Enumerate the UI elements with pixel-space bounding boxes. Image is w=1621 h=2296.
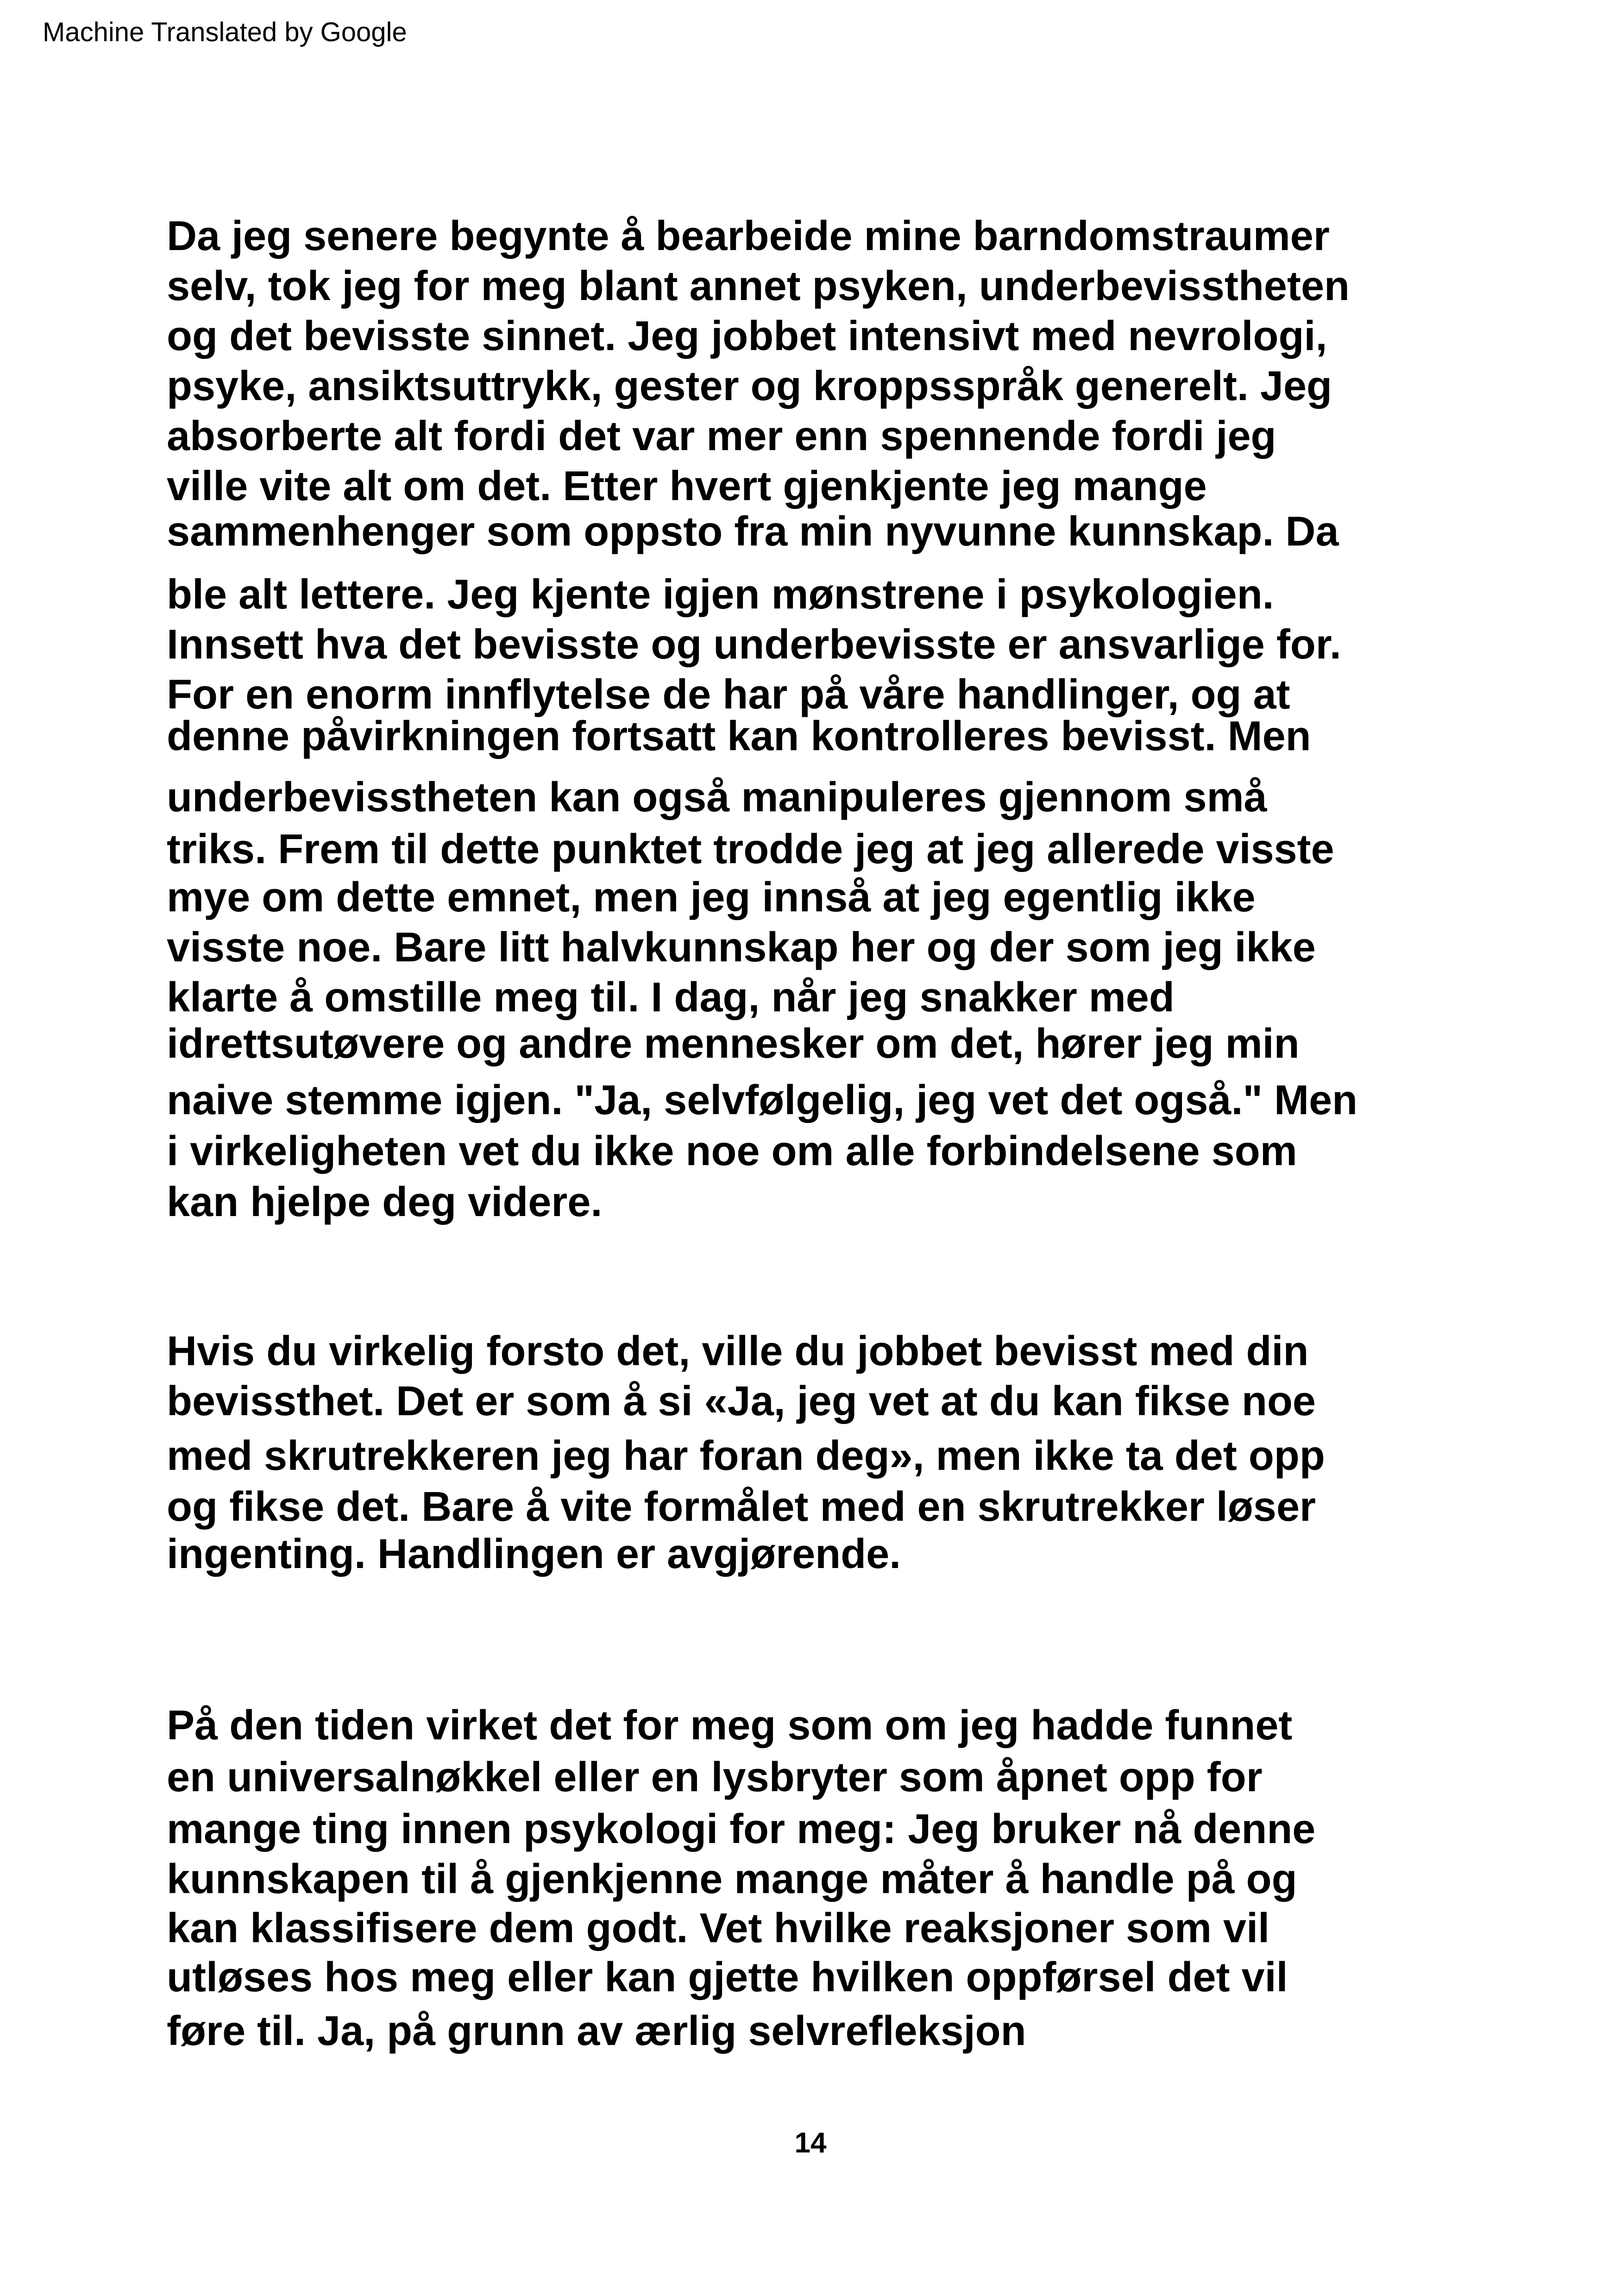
paragraph-3-line-3: mange ting innen psykologi for meg: Jeg bruker nå denne (167, 1806, 1316, 1852)
paragraph-3-line-1: På den tiden virket det for meg som om jeg hadde funnet (167, 1702, 1293, 1749)
paragraph-1-line-10: For en enorm innflytelse de har på våre handlinger, og at (167, 671, 1290, 718)
paragraph-1-line-4: psyke, ansiktsuttrykk, gester og kroppsspråk generelt. Jeg (167, 363, 1332, 409)
paragraph-1-line-11: denne påvirkningen fortsatt kan kontrolleres bevisst. Men (167, 713, 1311, 759)
paragraph-1-line-7: sammenhenger som oppsto fra min nyvunne kunnskap. Da (167, 508, 1339, 555)
paragraph-1-line-2: selv, tok jeg for meg blant annet psyken, underbevisstheten (167, 263, 1350, 309)
paragraph-1-line-6: ville vite alt om det. Etter hvert gjenkjente jeg mange (167, 463, 1207, 509)
paragraph-1-line-9: Innsett hva det bevisste og underbevisste er ansvarlige for. (167, 621, 1341, 668)
paragraph-1-line-16: klarte å omstille meg til. I dag, når jeg snakker med (167, 974, 1175, 1021)
paragraph-2-line-2: bevissthet. Det er som å si «Ja, jeg vet at du kan fikse noe (167, 1378, 1316, 1424)
paragraph-1-line-15: visste noe. Bare litt halvkunnskap her og der som jeg ikke (167, 924, 1316, 971)
paragraph-2-line-5: ingenting. Handlingen er avgjørende. (167, 1531, 901, 1577)
paragraph-3-line-6: utløses hos meg eller kan gjette hvilken oppførsel det vil (167, 1954, 1288, 2001)
paragraph-1-line-14: mye om dette emnet, men jeg innså at jeg egentlig ikke (167, 874, 1256, 921)
paragraph-2-line-4: og fikse det. Bare å vite formålet med en skrutrekker løser (167, 1484, 1316, 1530)
paragraph-2-line-1: Hvis du virkelig forsto det, ville du jobbet bevisst med din (167, 1328, 1309, 1374)
paragraph-1-line-20: kan hjelpe deg videre. (167, 1179, 603, 1225)
paragraph-3-line-4: kunnskapen til å gjenkjenne mange måter å handle på og (167, 1856, 1297, 1902)
paragraph-3-line-7: føre til. Ja, på grunn av ærlig selvrefleksjon (167, 2008, 1026, 2054)
paragraph-1-line-3: og det bevisste sinnet. Jeg jobbet intensivt med nevrologi, (167, 313, 1327, 359)
page-number: 14 (794, 2127, 827, 2159)
paragraph-2-line-3: med skrutrekkeren jeg har foran deg», men ikke ta det opp (167, 1433, 1325, 1479)
paragraph-1-line-13: triks. Frem til dette punktet trodde jeg at jeg allerede visste (167, 826, 1334, 872)
paragraph-1-line-12: underbevisstheten kan også manipuleres gjennom små (167, 774, 1267, 821)
paragraph-1-line-19: i virkeligheten vet du ikke noe om alle forbindelsene som (167, 1128, 1297, 1174)
paragraph-3-line-5: kan klassifisere dem godt. Vet hvilke reaksjoner som vil (167, 1905, 1270, 1951)
paragraph-1-line-5: absorberte alt fordi det var mer enn spennende fordi jeg (167, 413, 1276, 459)
paragraph-1-line-8: ble alt lettere. Jeg kjente igjen mønstrene i psykologien. (167, 571, 1274, 618)
paragraph-1-line-1: Da jeg senere begynte å bearbeide mine barndomstraumer (167, 213, 1330, 259)
paragraph-1-line-18: naive stemme igjen. "Ja, selvfølgelig, jeg vet det også." Men (167, 1077, 1358, 1123)
machine-translation-banner: Machine Translated by Google (43, 17, 407, 47)
paragraph-1-line-17: idrettsutøvere og andre mennesker om det, hører jeg min (167, 1021, 1300, 1067)
paragraph-3-line-2: en universalnøkkel eller en lysbryter som åpnet opp for (167, 1754, 1263, 1800)
